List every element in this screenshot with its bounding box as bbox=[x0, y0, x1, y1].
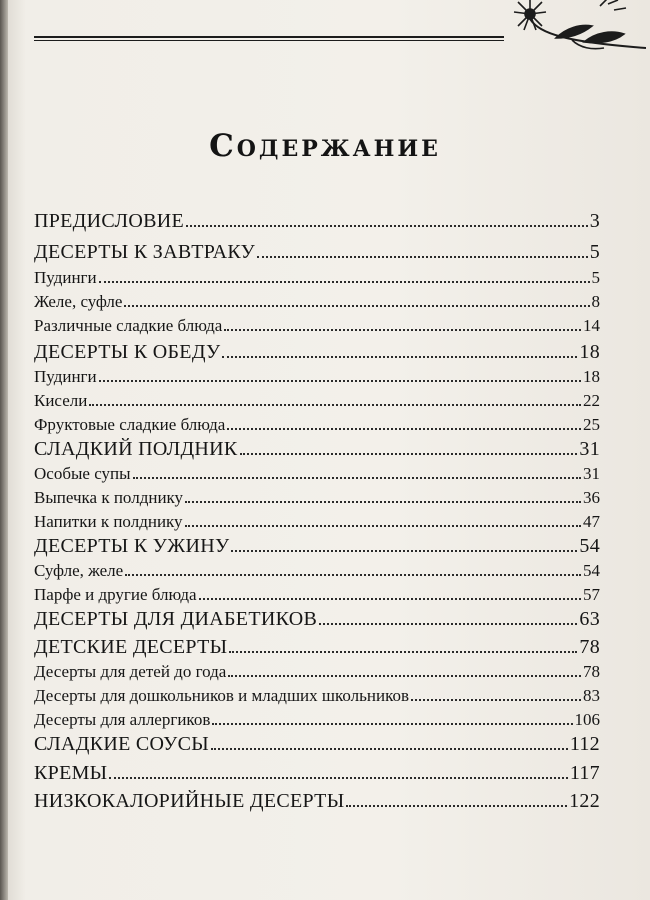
dot-leader bbox=[240, 439, 578, 455]
toc-entry bbox=[34, 464, 600, 484]
dot-leader bbox=[185, 489, 581, 503]
toc-entry-page: 22 bbox=[583, 391, 600, 410]
toc-entry-title: НИЗКОКАЛОРИЙНЫЕ ДЕСЕРТЫ bbox=[34, 790, 345, 812]
dot-leader bbox=[257, 242, 588, 258]
toc-entry-page: 47 bbox=[583, 512, 600, 531]
toc-entry-page: 83 bbox=[583, 686, 600, 705]
toc-entry-title: Десерты для дошкольников и младших школьников bbox=[34, 686, 410, 705]
toc-entry bbox=[34, 488, 600, 508]
toc-entry bbox=[34, 636, 600, 659]
toc-entry-title: Выпечка к полднику bbox=[34, 488, 184, 507]
toc-entry bbox=[34, 686, 600, 706]
toc-entry bbox=[34, 608, 600, 631]
toc-entry-title: Пудинги bbox=[34, 268, 97, 287]
toc-entry-title: Фруктовые сладкие блюда bbox=[34, 415, 226, 434]
toc-entry-title: ПРЕДИСЛОВИЕ bbox=[34, 210, 185, 232]
toc-entry bbox=[34, 512, 600, 532]
toc-entry-title: ДЕСЕРТЫ ДЛЯ ДИАБЕТИКОВ bbox=[34, 608, 318, 630]
dot-leader bbox=[199, 586, 581, 600]
dot-leader bbox=[125, 562, 581, 576]
dot-leader bbox=[99, 269, 590, 283]
toc-entry bbox=[34, 790, 600, 813]
toc-entry-page: 117 bbox=[569, 762, 600, 784]
dot-leader bbox=[211, 734, 568, 750]
toc-entry-page: 54 bbox=[583, 561, 600, 580]
toc-entry-page: 14 bbox=[583, 316, 600, 335]
toc-entry bbox=[34, 316, 600, 336]
header-rule-thin bbox=[34, 40, 504, 41]
toc-entry bbox=[34, 662, 600, 682]
dot-leader bbox=[186, 211, 588, 227]
toc-entry bbox=[34, 367, 600, 387]
toc-entry bbox=[34, 438, 600, 461]
toc-entry bbox=[34, 415, 600, 435]
dot-leader bbox=[133, 465, 581, 479]
dot-leader bbox=[109, 763, 567, 779]
header-rule bbox=[34, 36, 504, 38]
dot-leader bbox=[231, 536, 577, 552]
dot-leader bbox=[228, 663, 581, 677]
toc-entry-title: Парфе и другие блюда bbox=[34, 585, 197, 604]
dot-leader bbox=[227, 416, 581, 430]
dot-leader bbox=[89, 392, 581, 406]
toc-entry bbox=[34, 268, 600, 288]
toc-entry bbox=[34, 535, 600, 558]
dot-leader bbox=[229, 637, 577, 653]
toc-entry-page: 31 bbox=[583, 464, 600, 483]
toc-entry-page: 36 bbox=[583, 488, 600, 507]
toc-entry-page: 63 bbox=[579, 608, 600, 630]
toc-entry-title: Суфле, желе bbox=[34, 561, 124, 580]
toc-entry-title: ДЕСЕРТЫ К ОБЕДУ bbox=[34, 341, 221, 363]
toc-entry-page: 3 bbox=[589, 210, 600, 232]
toc-entry-page: 78 bbox=[583, 662, 600, 681]
toc-entry-page: 112 bbox=[569, 733, 600, 755]
toc-entry-page: 106 bbox=[574, 710, 600, 729]
toc-entry bbox=[34, 341, 600, 364]
toc-entry bbox=[34, 292, 600, 312]
toc-entry-title: Десерты для детей до года bbox=[34, 662, 227, 681]
toc-entry bbox=[34, 391, 600, 411]
toc-entry-title: СЛАДКИЕ СОУСЫ bbox=[34, 733, 209, 755]
toc-entry-title: Пудинги bbox=[34, 367, 97, 386]
dot-leader bbox=[346, 791, 567, 807]
toc-entry bbox=[34, 561, 600, 581]
toc-entry-page: 78 bbox=[579, 636, 600, 658]
dot-leader bbox=[124, 293, 589, 307]
toc-entry-page: 54 bbox=[579, 535, 600, 557]
toc-entry-title: Кисели bbox=[34, 391, 88, 410]
toc-entry-title: Различные сладкие блюда bbox=[34, 316, 223, 335]
page-title: Содержание bbox=[209, 128, 441, 164]
toc-entry-title: Напитки к полднику bbox=[34, 512, 183, 531]
dot-leader bbox=[411, 687, 581, 701]
toc-entry-page: 18 bbox=[583, 367, 600, 386]
toc-entry-page: 5 bbox=[591, 268, 600, 287]
toc-entry-title: Желе, суфле bbox=[34, 292, 123, 311]
toc-entry-title: ДЕТСКИЕ ДЕСЕРТЫ bbox=[34, 636, 228, 658]
toc-entry-title: ДЕСЕРТЫ К ЗАВТРАКУ bbox=[34, 241, 256, 263]
toc-entry-page: 8 bbox=[591, 292, 600, 311]
toc-entry-page: 57 bbox=[583, 585, 600, 604]
toc-entry-title: Особые супы bbox=[34, 464, 131, 483]
toc-entry bbox=[34, 585, 600, 605]
toc-entry-page: 31 bbox=[579, 438, 600, 460]
toc-entry bbox=[34, 241, 600, 264]
toc-entry-title: СЛАДКИЙ ПОЛДНИК bbox=[34, 438, 238, 460]
dot-leader bbox=[212, 711, 572, 725]
toc-entry-page: 122 bbox=[569, 790, 600, 812]
toc-entry-title: ДЕСЕРТЫ К УЖИНУ bbox=[34, 535, 230, 557]
dot-leader bbox=[99, 368, 581, 382]
toc-entry-page: 18 bbox=[579, 341, 600, 363]
toc-entry-page: 5 bbox=[589, 241, 600, 263]
flower-ornament-icon bbox=[496, 0, 646, 52]
toc-entry bbox=[34, 733, 600, 756]
dot-leader bbox=[224, 317, 581, 331]
toc-entry bbox=[34, 710, 600, 730]
toc-entry bbox=[34, 762, 600, 785]
dot-leader bbox=[222, 342, 577, 358]
toc-entry bbox=[34, 210, 600, 233]
toc-entry-title: КРЕМЫ bbox=[34, 762, 108, 784]
toc-entry-title: Десерты для аллергиков bbox=[34, 710, 211, 729]
dot-leader bbox=[319, 609, 577, 625]
dot-leader bbox=[185, 513, 581, 527]
toc-entry-page: 25 bbox=[583, 415, 600, 434]
